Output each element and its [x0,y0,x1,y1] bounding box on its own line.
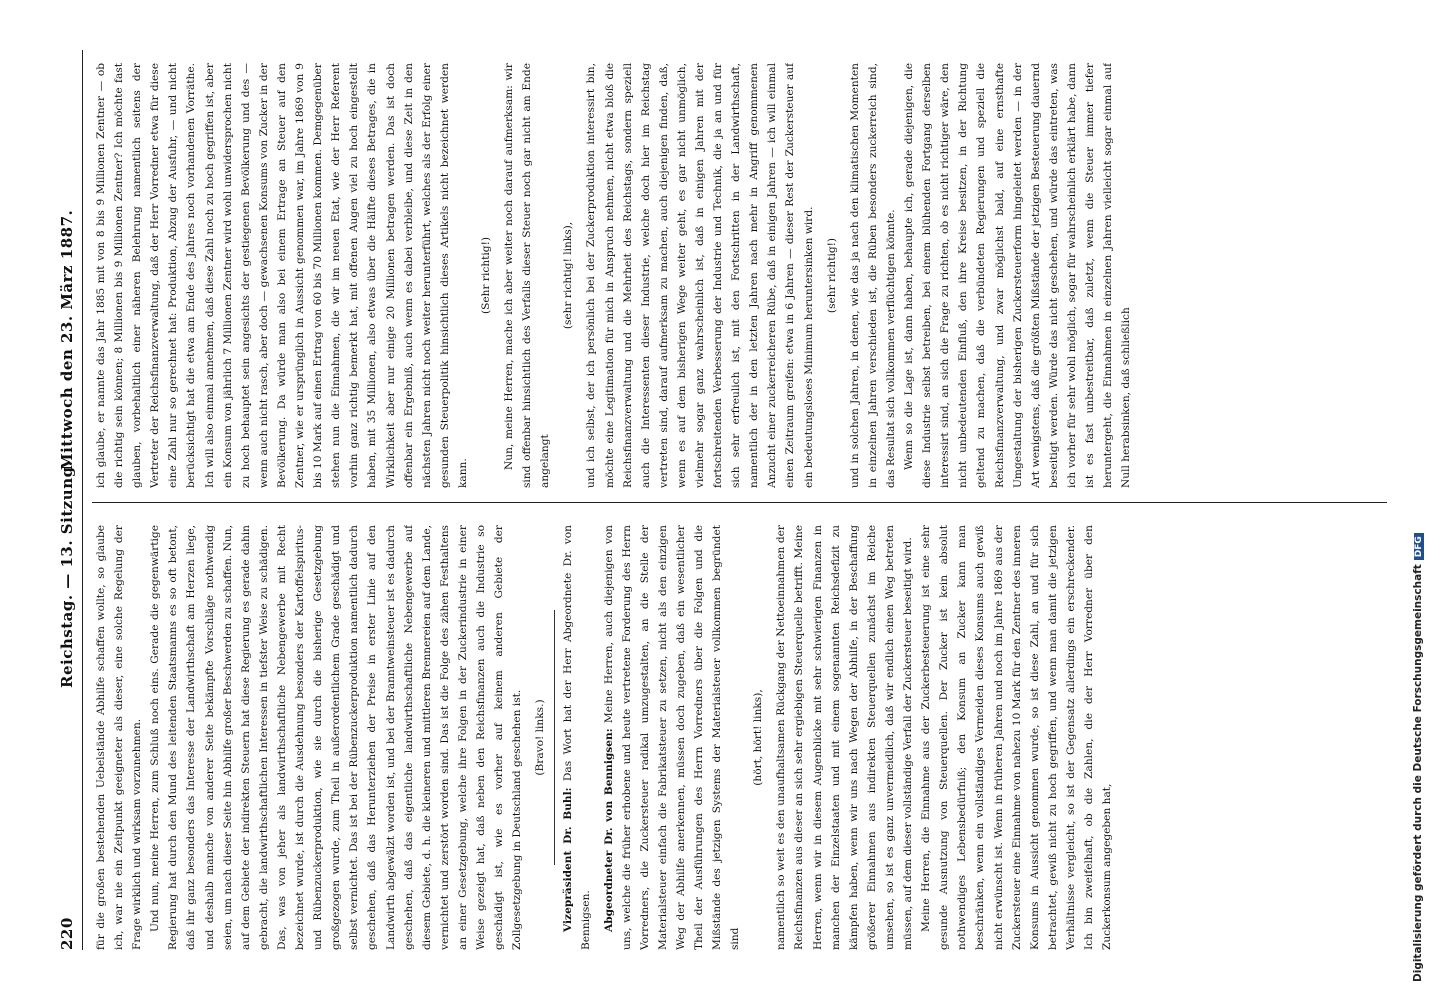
body-paragraph: und in solchen Jahren, in denen, wie das ja nach den klimatischen Momenten in einzelnen Jahren verschieden ist, die Rüben besonders zuckerreich sind, das Resultat sich vollkommen verflüchtigen könnte. [848,63,897,488]
document-page [58,50,1403,950]
page-number: 220 [58,917,76,950]
body-paragraph: Nun, meine Herren, mache ich aber weiter noch darauf aufmerksam: wir sind offenbar hinsichtlich des Verfalls dieser Steuer noch gar nicht am Ende angelangt [503,63,552,488]
left-column [92,525,1387,950]
session-title: Reichstag. — 13. Sitzung. [58,460,76,688]
section-separator [554,610,555,865]
interjection: (hört, hört! links), [752,689,765,786]
digitization-credit [1412,533,1424,982]
credit-text: Digitalisierung gefördert durch die Deutsche Forschungsgemeinschaft [1412,564,1424,982]
speaker-paragraph [559,525,595,950]
session-date: Mittwoch den 23. März 1887. [58,209,76,470]
body-paragraph: Und nun, meine Herren, zum Schluß noch eins. Gerade die gegenwärtige Regierung hat durch den Mund des leitenden Staatsmanns es so oft betont, daß ihr ganz besonders das Interesse der Landwirthschaft am Herzen liege, und deshalb manche von anderer Seite bekämpfte Vorschläge nothwendig seien, um nach dieser Seite hin Abhilfe großer Beschwerden zu schaffen. Nun, auf dem Gebiete der indirekten Steuern hat diese Regierung es gerade dahin gebracht, die landwirthschaftlichen Interessen in tiefster Weise zu schädigen. Das, was von jeher als landwirthschaftliche Nebengewerbe mit Recht bezeichnet wurde, ist durch die Ausdehnung besonders der Kartoffelspiritus- und Rübenzuckerproduktion, wie sie durch die bisherige Gesetzgebung großgezogen wurde, zum Theil in außerordentlichem Grade geschädigt und selbst vernichtet. Das ist bei der Rübenzuckerproduktion namentlich dadurch geschehen, daß das Herunterziehen der Preise in erster Linie auf den Landwirth abgewälzt worden ist, und bei der Branntweinsteuer ist es dadurch geschehen, daß das eigentliche landwirthschaftliche Nebengewerbe auf diesem Gebiete, d. h. die kleineren und mittleren Brennereien auf dem Lande, vernichtet und zerstört worden sind. Das ist die Folge des zähen Festhaltens an einer Gesetzgebung, welche ihre Folgen in der Zuckerindustrie in einer Weise gezeigt hat, daß neben den Reichsfinanzen auch die Industrie so geschädigt ist, wie es vorher auf keinem anderen Gebiete der Zollgesetzgebung in Deutschland geschehen ist. [149,525,524,950]
speaker-paragraph [600,525,745,950]
body-paragraph: und ich selbst, der ich persönlich bei der Zuckerproduktion interessirt bin, möchte eine Legitimation für mich in Anspruch nehmen, nicht etwa bloß die Reichsfinanzverwaltung und die Mehrheit des Reichstags, sondern speziell auch die Interessenten dieser Industrie, welche doch hier im Reichstag vertreten sind, darauf aufmerksam zu machen, auch diejenigen finden, daß, wenn es auf dem bisherigen Wege weiter geht, es gar nicht unmöglich, vielmehr sogar ganz wahrscheinlich ist, daß in einigen Jahren mit der fortschreitenden Verbesserung der Industrie und Technik, die ja an und für sich sehr erfreulich ist, mit den Fortschritten in der Landwirthschaft, namentlich der in den letzten Jahren nach mehr in Angriff genommenen Anzucht einer zuckerreicheren Rübe, daß in einigen Jahren — ich will einmal einen Zeitraum greifen: etwa in 6 Jahren — dieser Rest der Zuckersteuer auf ein bedeutungsloses Minimum heruntersinken wird. [585,63,815,488]
running-head [58,50,80,950]
interjection: (sehr richtig!) [825,237,838,314]
interjection: (Sehr richtig!) [479,237,492,314]
column-divider [92,502,1387,503]
dfg-logo: DFG [1414,533,1424,560]
speech-text: Das Wort hat der Herr Abgeordnete Dr. von Bennigsen. [562,525,593,950]
interjection: (sehr richtig! links), [562,221,575,330]
body-paragraph: namentlich so weit es den unaufhaltsamen Rückgang der Nettoeinnahmen der Reichsfinanzen aus dieser an sich sehr ergiebigen Steuerquelle betrifft. Meine Herren, wenn wir in diesem Augenblicke mit sehr schwierigen Finanzen in manchen der Einzelstaaten und mit einem sogenannten Reichsdefizit zu kämpfen haben, wenn wir uns nach Wegen der Abhilfe, in der Beschaffung größerer Einnahmen aus indirekten Steuerquellen zunächst im Reiche umsehen, so ist es ganz unvermeidlich, daß wir endlich einen Weg betreten müssen, auf dem dieser vollständige Verfall der Zuckersteuer beseitigt wird. [775,525,915,950]
body-paragraph: für die großen bestehenden Uebelstände Abhilfe schaffen wollte, so glaube ich, war nie ein Zeitpunkt geeigneter als dieser, eine solche Regelung der Frage wirklich und wirksam vorzunehmen. [95,525,144,950]
speaker-name: Vizepräsident Dr. Buhl: [562,787,575,932]
speaker-name: Abgeordneter Dr. von Bennigsen: [602,728,615,932]
right-column [92,63,1387,488]
header-rule [82,50,83,950]
body-paragraph: Meine Herren, die Einnahme aus der Zuckerbesteuerung ist eine sehr gesunde Ausnutzung von Steuerquellen. Der Zucker ist kein absolut nothwendiges Lebensbedürfniß; den Konsum an Zucker kann man beschränken, wenn ein vollständiges Vermeiden dieses Konsums auch gewiß nicht erwünscht ist. Wenn in früheren Jahren und noch im Jahre 1869 aus der Zuckersteuer eine Einnahme von nahezu 10 Mark für den Zentner des inneren Konsums in Aussicht genommen wurde, so ist diese Zahl, an und für sich betrachtet, gewiß nicht zu hoch gegriffen, und wenn man damit die jetzigen Verhältnisse vergleicht, so ist der Gegensatz allerdings ein erschreckender. Ich bin zweifelhaft, ob die Zahlen, die der Herr Vorredner über den Zuckerkonsum angegeben hat, [920,525,1114,950]
body-paragraph: Wenn so die Lage ist, dann haben, behaupte ich, gerade diejenigen, die diese Industrie selbst betreiben, bei einem blühenden Fortgang derselben interessirt sind, an sich die Frage zu richten, ob es nicht richtiger wäre, den nicht unbedeutenden Einfluß, den ihre Kreise besitzen, in der Richtung geltend zu machen, daß die verbündeten Regierungen und speziell die Reichsfinanzverwaltung, und zwar möglichst bald, auf eine ernsthafte Umgestaltung der bisherigen Zuckersteuerform hingeleitet werden — in der Art wenigstens, daß die größten Mißstände der jetzigen Besteuerung dauernd beseitigt werden. Würde das nicht geschehen, und würde das eintreten, was ich vorher für sehr wohl möglich, sogar für wahrscheinlich erklärt habe, dann ist es fast unbestreitbar, daß zuletzt, wenn die Steuer immer tiefer heruntergeht, die Einnahmen in einzelnen Jahren vielleicht sogar einmal auf Null herabsinken, daß schließlich [903,63,1133,488]
body-paragraph: ich glaube, er nannte das Jahr 1885 mit von 8 bis 9 Millionen Zentner — ob die richtig sein können; 8 Millionen bis 9 Millionen Zentner? Ich möchte fast glauben, vorbehaltlich einer näheren Belehrung namentlich seitens der Vertreter der Reichsfinanzverwaltung, daß der Herr Vorredner etwa für diese eine Zahl nur so gerechnet hat: Produktion, Abzug der Ausfuhr, — und nicht berücksichtigt hat die etwa am Ende des Jahres noch vorhandenen Vorräthe. Ich will also einmal annehmen, daß diese Zahl noch zu hoch gegriffen ist, aber ein Konsum von jährlich 7 Millionen Zentner wird wohl unwidersprochen nicht zu hoch behauptet sein angesichts der gestiegenen Bevölkerung und des — wenn auch nicht rasch, aber doch — gewachsenen Konsums von Zucker in der Bevölkerung. Da würde man also bei einem Ertrage an Steuer auf den Zentner, wie er ursprünglich in Aussicht genommen war, im Jahre 1869 von 9 bis 10 Mark auf einen Ertrag von 60 bis 70 Millionen kommen. Demgegenüber stehen nun die Einnahmen, die wir im neuen Etat, wie der Herr Referent vorhin ganz richtig bemerkt hat, mit offenen Augen viel zu hoch eingestellt haben, mit 35 Millionen, also etwas über die Hälfte dieses Betrages, die in Wirklichkeit aber nur einige 20 Millionen betragen werden. Das ist doch offenbar ein Ergebniß, auch wenn es dabei verbleibe, und diese Zeit in den nächsten Jahren nicht noch weiter herunterführt, welches als der Erfolg einer gesunden Steuerpolitik hinsichtlich dieses Artikels nicht bezeichnet werden kann. [95,63,469,488]
speech-text: Meine Herren, auch diejenigen von uns, welche die früher erhobene und heute vertretene Forderung des Herrn Vorredners, die Zuckersteuer radikal umzugestalten, an die Stelle der Materialsteuer einfach die Fabrikatsteuer zu setzen, nicht als den einzigen Weg der Abhilfe anerkennen, müssen doch zugeben, daß ein wesentlicher Theil der Ausführungen des Herrn Vorredners über die Folgen und die Mißstände des jetzigen Systems der Materialsteuer vollkommen begründet sind [602,525,742,950]
interjection: (Bravo! links.) [534,699,547,776]
